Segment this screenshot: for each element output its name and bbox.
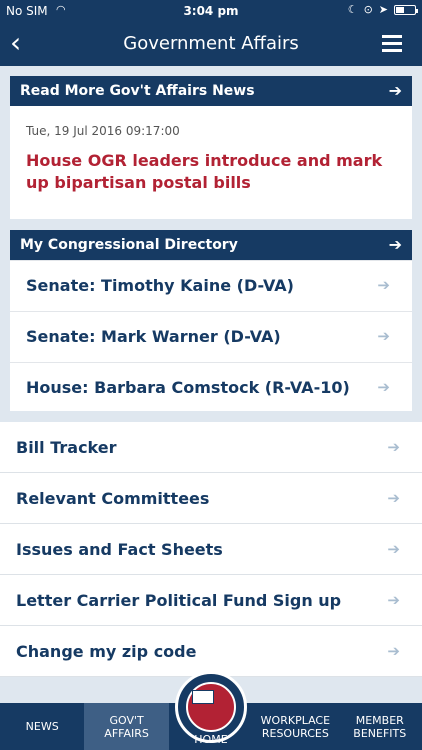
clock: 3:04 pm [183, 4, 239, 18]
arrow-right-icon: ➔ [387, 540, 400, 558]
tab-news[interactable] [0, 703, 84, 750]
directory-header-label: My Congressional Directory [20, 237, 238, 253]
news-headline-link[interactable]: House OGR leaders introduce and mark up bipartisan postal bills [26, 151, 383, 192]
list-item-bill-tracker[interactable] [0, 422, 422, 473]
affairs-menu-list [0, 422, 422, 677]
directory-item-label: Senate: Timothy Kaine (D-VA) [26, 276, 294, 295]
directory-item-label: House: Barbara Comstock (R-VA-10) [26, 378, 350, 397]
list-item-label: Issues and Fact Sheets [16, 540, 223, 559]
tab-bar [0, 703, 422, 750]
moon-icon: ☾ [347, 3, 358, 16]
tab-home-label: HOME [194, 733, 228, 746]
list-item-label: Relevant Committees [16, 489, 210, 508]
wifi-icon: ◠ [56, 3, 66, 16]
status-bar [0, 0, 422, 22]
nav-bar [0, 22, 422, 66]
location-icon: ➤ [378, 3, 388, 16]
congressional-directory-card [10, 230, 412, 411]
arrow-right-icon: ➔ [377, 327, 390, 345]
directory-header[interactable] [10, 230, 412, 260]
tab-govt-line2: AFFAIRS [104, 726, 149, 740]
arrow-right-icon: ➔ [387, 642, 400, 660]
tab-member-label [353, 714, 406, 740]
carrier-label: No SIM [6, 4, 48, 18]
list-item-label: Letter Carrier Political Fund Sign up [16, 591, 342, 610]
arrow-right-icon: ➔ [387, 591, 400, 609]
page-title: Government Affairs [123, 33, 299, 54]
rotation-lock-icon: ⊙ [363, 3, 373, 16]
arrow-right-icon: ➔ [387, 489, 400, 507]
list-item-relevant-committees[interactable] [0, 473, 422, 524]
envelope-icon [192, 690, 214, 704]
arrow-right-icon: ➔ [377, 276, 390, 294]
news-card [10, 76, 412, 219]
tab-govt-affairs-label [104, 714, 149, 740]
tab-workplace-line2: RESOURCES [261, 726, 329, 740]
tab-workplace-line1: WORKPLACE [260, 713, 331, 727]
news-date: Tue, 19 Jul 2016 09:17:00 [26, 124, 180, 138]
directory-item[interactable] [10, 311, 412, 362]
tab-news-label: NEWS [25, 720, 59, 733]
hamburger-menu-icon[interactable] [382, 35, 402, 53]
directory-item-label: Senate: Mark Warner (D-VA) [26, 327, 281, 346]
arrow-right-icon: ➔ [377, 378, 390, 396]
arrow-right-icon: ➔ [388, 235, 402, 254]
directory-item[interactable] [10, 260, 412, 311]
arrow-right-icon: ➔ [388, 81, 402, 100]
back-chevron-icon[interactable]: ‹ [10, 26, 22, 59]
list-item-label: Change my zip code [16, 642, 197, 661]
arrow-right-icon: ➔ [387, 438, 400, 456]
list-item-change-zip[interactable] [0, 626, 422, 677]
tab-member-benefits[interactable] [338, 703, 422, 750]
directory-item[interactable] [10, 362, 412, 413]
status-icons [348, 3, 416, 16]
list-item-label: Bill Tracker [16, 438, 117, 457]
news-header-label: Read More Gov't Affairs News [20, 83, 255, 99]
tab-home[interactable] [169, 703, 253, 750]
tab-workplace-label [261, 714, 330, 740]
tab-govt-affairs[interactable] [84, 703, 168, 750]
news-header[interactable] [10, 76, 412, 106]
tab-govt-line1: GOV'T [109, 713, 144, 727]
battery-icon [394, 5, 416, 15]
tab-member-line1: MEMBER [355, 713, 404, 727]
list-item-issues-fact-sheets[interactable] [0, 524, 422, 575]
tab-workplace-resources[interactable] [253, 703, 337, 750]
tab-member-line2: BENEFITS [353, 726, 407, 740]
list-item-political-fund[interactable] [0, 575, 422, 626]
